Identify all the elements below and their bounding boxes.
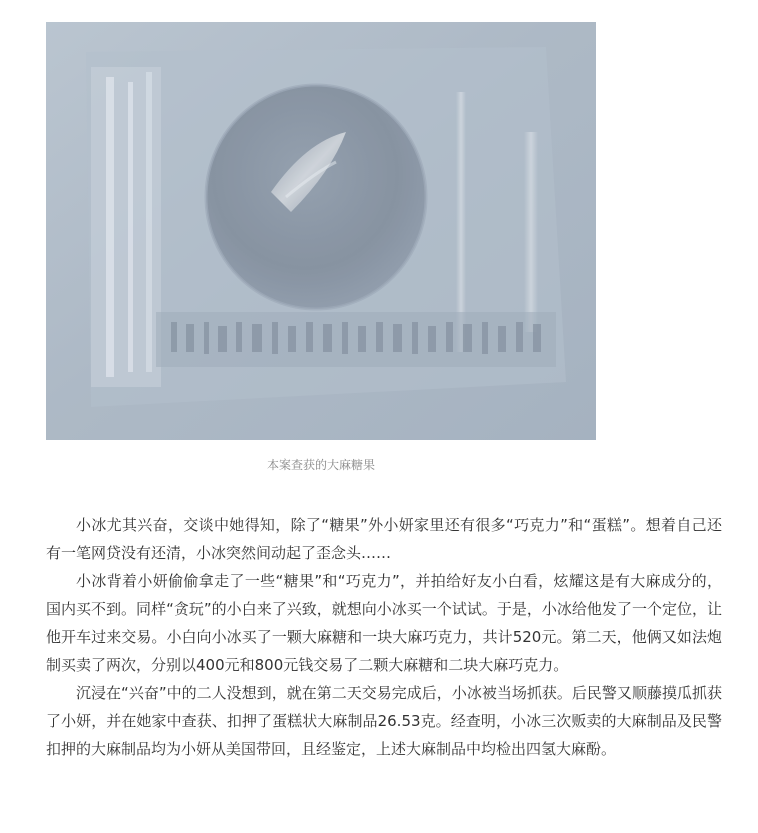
evidence-photo — [46, 22, 596, 440]
evidence-photo-image — [46, 22, 596, 440]
article-paragraph: 沉浸在“兴奋”中的二人没想到，就在第二天交易完成后，小冰被当场抓获。后民警又顺藤摸瓜抓获了小妍，并在她家中查获、扣押了蛋糕状大麻制品26.53克。经查明，小冰三次贩卖的大麻制品及民警扣押的大麻制品均为小妍从美国带回，且经鉴定，上述大麻制品中均检出四氢大麻酚。 — [46, 684, 722, 758]
article-body — [46, 511, 722, 763]
article-paragraph: 小冰尤其兴奋，交谈中她得知，除了“糖果”外小妍家里还有很多“巧克力”和“蛋糕”。想着自己还有一笔网贷没有还清，小冰突然间动起了歪念头…… — [46, 516, 722, 562]
article-paragraph: 小冰背着小妍偷偷拿走了一些“糖果”和“巧克力”，并拍给好友小白看，炫耀这是有大麻成分的，国内买不到。同样“贪玩”的小白来了兴致，就想向小冰买一个试试。于是，小冰给他发了一个定位，让他开车过来交易。小白向小冰买了一颗大麻糖和一块大麻巧克力，共计520元。第二天，他俩又如法炮制买卖了两次，分别以400元和800元钱交易了二颗大麻糖和二块大麻巧克力。 — [46, 572, 722, 674]
figure-caption: 本案查获的大麻糖果 — [266, 458, 375, 472]
